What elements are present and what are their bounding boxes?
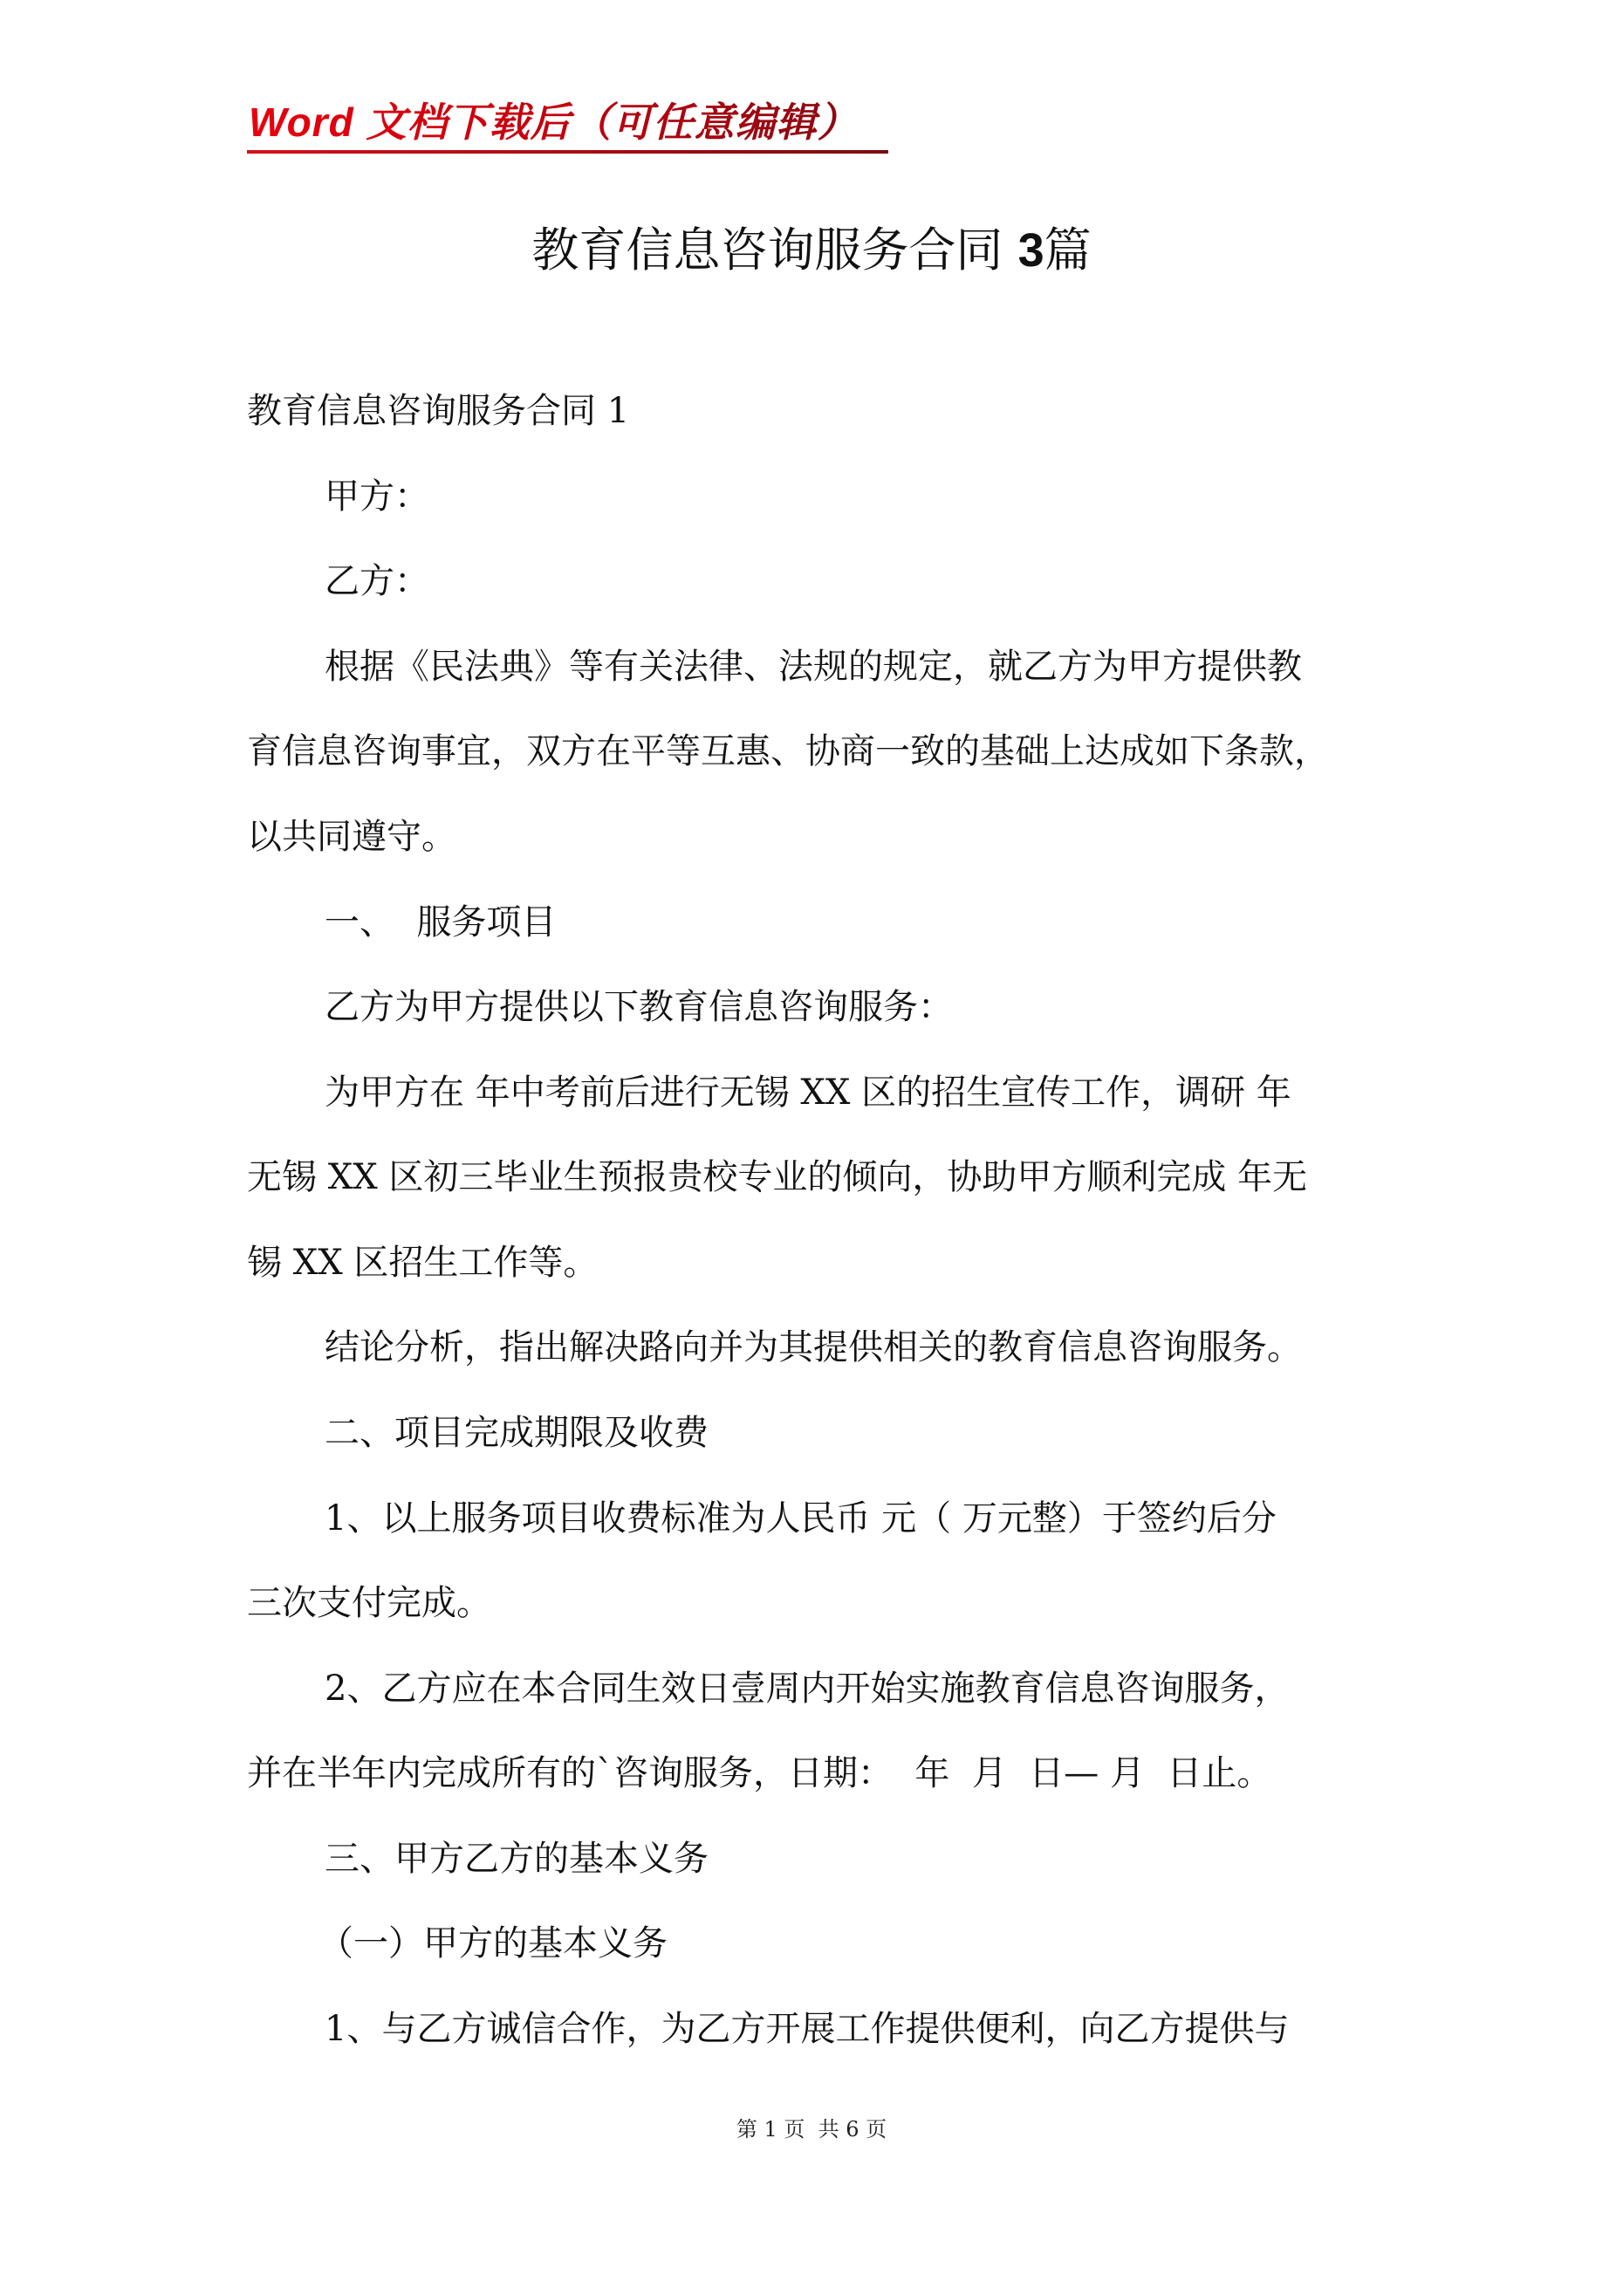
title-text: 教育信息咨询服务合同 (531, 223, 1003, 278)
paragraph-line: 为甲方在 年中考前后进行无锡 XX 区的招生宣传工作，调研 年 (325, 1073, 1291, 1113)
section-heading-contract-1: 教育信息咨询服务合同 1 (247, 391, 630, 431)
party-b-label: 乙方： (325, 561, 429, 601)
paragraph-line: 三次支付完成。 (247, 1583, 491, 1623)
document-title (0, 220, 1623, 281)
paragraph-line: 无锡 XX 区初三毕业生预报贵校专业的倾向，协助甲方顺利完成 年无 (247, 1157, 1308, 1197)
sub-clause-heading: （一）甲方的基本义务 (318, 1923, 668, 1964)
clause-heading-3: 三、甲方乙方的基本义务 (325, 1839, 709, 1879)
title-number: 3 (1017, 224, 1044, 277)
clause-heading-2: 二、项目完成期限及收费 (325, 1413, 709, 1453)
banner-underline (247, 150, 888, 154)
clause-heading-1: 一、 服务项目 (325, 902, 557, 942)
paragraph-line: 1、以上服务项目收费标准为人民币 元（ 万元整）于签约后分 (325, 1498, 1277, 1539)
paragraph-line: 结论分析，指出解决路向并为其提供相关的教育信息咨询服务。 (325, 1327, 1302, 1367)
banner-text: Word 文档下载后（可任意编辑） (249, 99, 859, 145)
paragraph-line: 锡 XX 区招生工作等。 (247, 1243, 599, 1283)
paragraph-line: 1、与乙方诚信合作，为乙方开展工作提供便利，向乙方提供与 (325, 2009, 1290, 2049)
party-a-label: 甲方： (325, 476, 429, 517)
download-banner (247, 98, 888, 155)
page-number-footer: 第 1 页 共 6 页 (736, 2117, 887, 2142)
paragraph-line: 育信息咨询事宜，双方在平等互惠、协商一致的基础上达成如下条款， (247, 731, 1329, 771)
paragraph-line: 乙方为甲方提供以下教育信息咨询服务： (325, 987, 953, 1027)
title-suffix: 篇 (1044, 223, 1092, 278)
paragraph-line: 2、乙方应在本合同生效日壹周内开始实施教育信息咨询服务， (325, 1669, 1290, 1709)
paragraph-line: 以共同遵守。 (247, 817, 456, 857)
paragraph-line: 根据《民法典》等有关法律、法规的规定，就乙方为甲方提供教 (325, 647, 1302, 687)
paragraph-line: 并在半年内完成所有的`咨询服务，日期： 年 月 日— 月 日止。 (247, 1753, 1272, 1793)
